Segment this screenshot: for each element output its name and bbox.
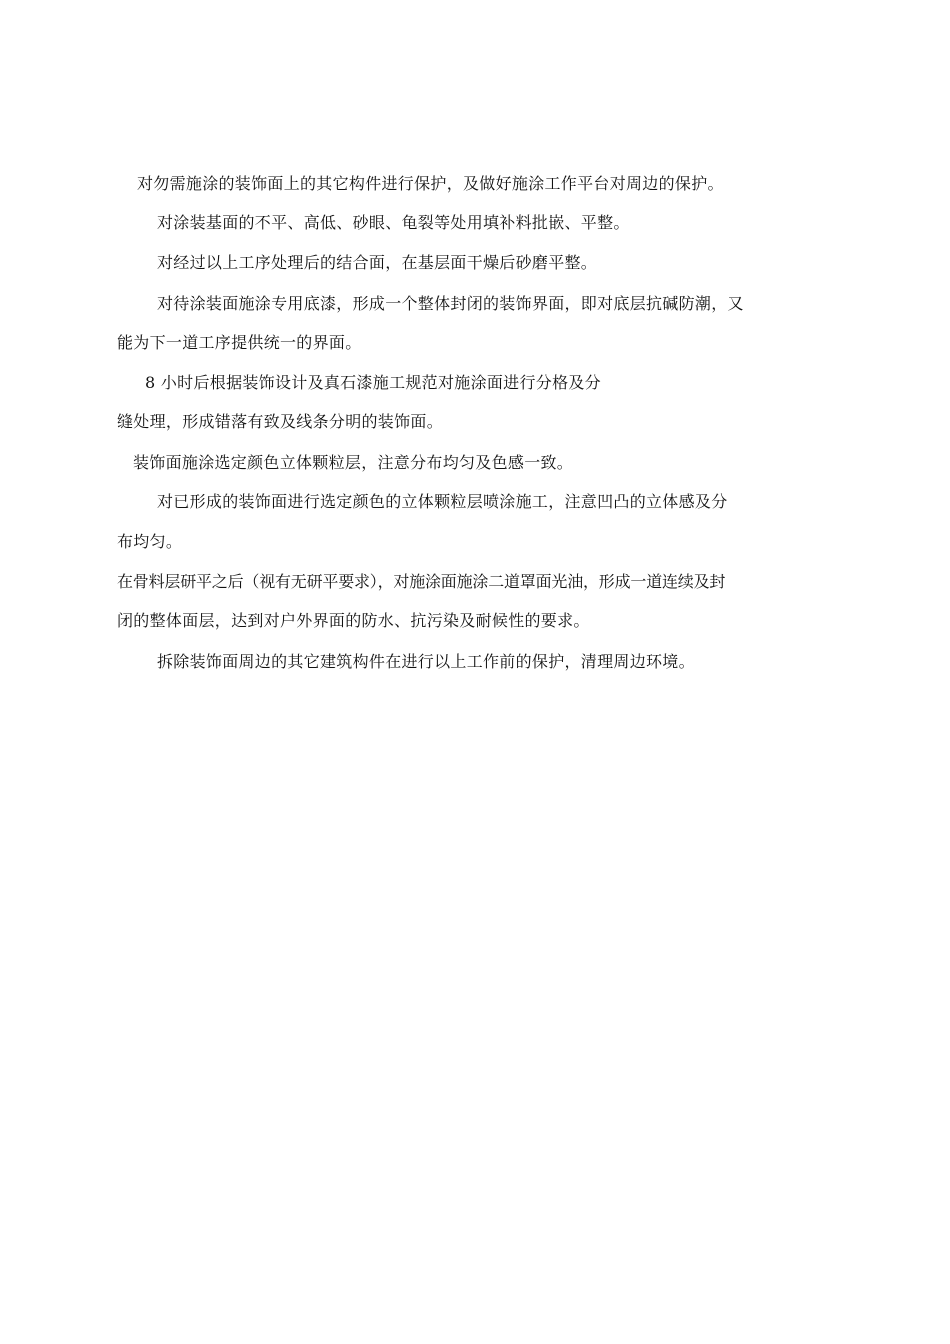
paragraph-5-line-2: 缝处理，形成错落有致及线条分明的装饰面。	[117, 412, 444, 431]
paragraph-7-line-1: 对已形成的装饰面进行选定颜色的立体颗粒层喷涂施工，注意凹凸的立体感及分	[157, 492, 728, 511]
paragraph-4-line-1: 对待涂装面施涂专用底漆，形成一个整体封闭的装饰界面，即对底层抗碱防潮，又	[157, 294, 744, 313]
paragraph-8-line-2: 闭的整体面层，达到对户外界面的防水、抗污染及耐候性的要求。	[117, 611, 590, 630]
paragraph-4-line-2: 能为下一道工序提供统一的界面。	[117, 333, 362, 352]
paragraph-9-line-1: 拆除装饰面周边的其它建筑构件在进行以上工作前的保护，清理周边环境。	[157, 652, 695, 671]
paragraph-8-line-1: 在骨料层研平之后（视有无研平要求），对施涂面施涂二道罩面光油，形成一道连续及封	[117, 572, 726, 591]
paragraph-1-line-1: 对勿需施涂的装饰面上的其它构件进行保护，及做好施涂工作平台对周边的保护。	[137, 174, 724, 193]
paragraph-2-line-1: 对涂装基面的不平、高低、砂眼、龟裂等处用填补料批嵌、平整。	[157, 213, 630, 232]
paragraph-7-line-2: 布均匀。	[117, 532, 183, 551]
paragraph-5-line-1: 8 小时后根据装饰设计及真石漆施工规范对施涂面进行分格及分	[145, 373, 601, 392]
paragraph-6-line-1: 装饰面施涂选定颜色立体颗粒层，注意分布均匀及色感一致。	[133, 453, 574, 472]
paragraph-3-line-1: 对经过以上工序处理后的结合面，在基层面干燥后砂磨平整。	[157, 253, 598, 272]
